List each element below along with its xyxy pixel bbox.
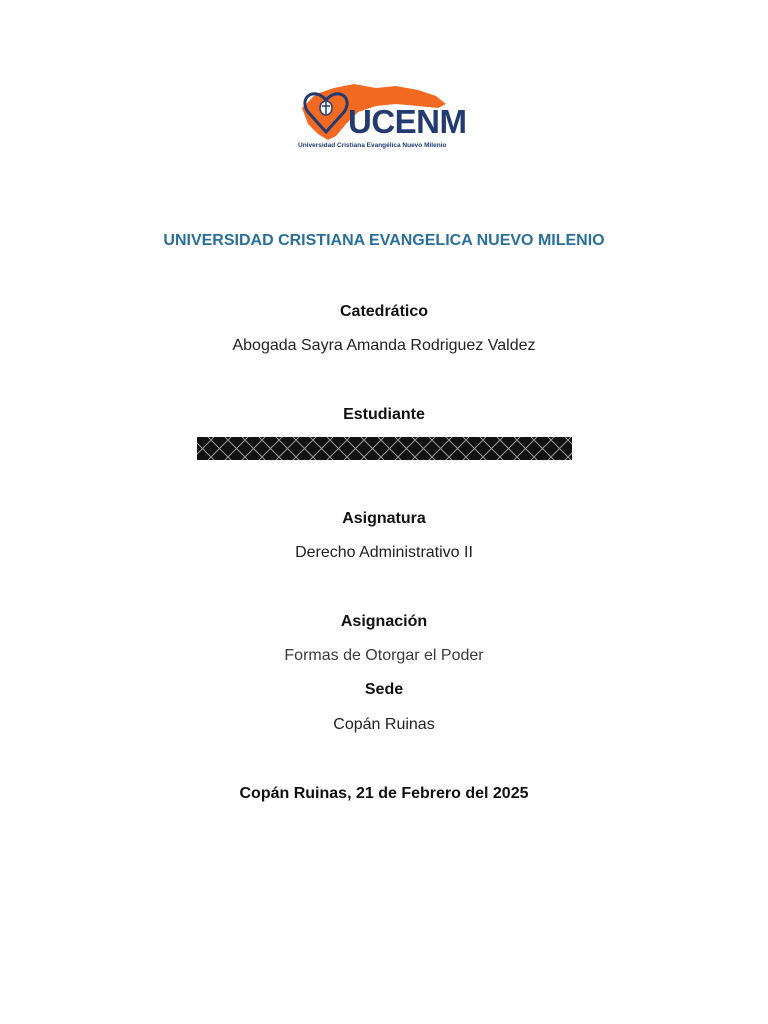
redaction-pattern-icon [197,437,572,460]
asignatura-value: Derecho Administrativo II [295,544,473,561]
asignatura-label: Asignatura [342,510,426,527]
estudiante-label: Estudiante [343,406,425,423]
university-title: UNIVERSIDAD CRISTIANA EVANGELICA NUEVO MILENIO [163,232,605,249]
sede-label: Sede [364,681,404,698]
catedratico-name: Abogada Sayra Amanda Rodriguez Valdez [232,337,536,354]
asignacion-value: Formas de Otorgar el Poder [284,647,484,664]
student-name-redaction [197,437,572,460]
catedratico-label: Catedrático [339,303,429,320]
date-line: Copán Ruinas, 21 de Febrero del 2025 [239,785,529,802]
logo-tagline: Universidad Cristiana Evangélica Nuevo Milenio [298,142,447,149]
asignacion-label: Asignación [340,613,428,630]
sede-value: Copán Ruinas [333,716,435,733]
logo-wordmark: UCENM [348,103,467,140]
university-logo [296,78,476,158]
